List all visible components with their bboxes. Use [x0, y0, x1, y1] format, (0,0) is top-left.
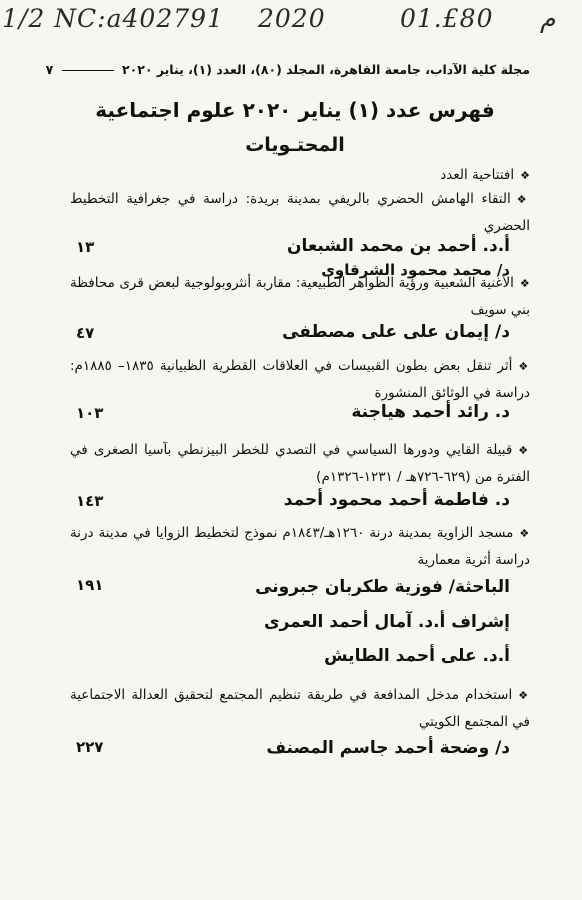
author-3: د. رائد أحمد هياجنة: [351, 402, 510, 422]
bullet-icon: ❖: [519, 527, 530, 540]
page-number-3: ١٠٣: [76, 404, 104, 422]
author-5b: إشراف أ.د. آمال أحمد العمرى: [264, 612, 510, 632]
bullet-icon: ❖: [519, 277, 530, 290]
handwritten-annotation: [0, 4, 582, 38]
toc-entry-title: الأغنية الشعبية ورؤية الظواهر الطبيعية: مقاربة أنثروبولوجية لبعض قرى محافظة بني سويف: [70, 275, 530, 318]
page-number-1: ١٣: [76, 238, 95, 256]
handwritten-reference: 1/2 NC:a402791: [2, 4, 224, 33]
header-journal: مجلة كلية الآداب، جامعة القاهرة، المجلد (٨٠)، العدد (١)، يناير ٢٠٢٠: [121, 62, 530, 77]
author-5c: أ.د. على أحمد الطايش: [324, 646, 510, 666]
author-2: د/ إيمان على على مصطفى: [282, 322, 510, 342]
toc-entry-5: [70, 520, 530, 573]
toc-entry-editorial: [70, 162, 530, 189]
bullet-icon: ❖: [518, 444, 530, 457]
running-header: [45, 62, 530, 84]
toc-entry-title: قبيلة القايي ودورها السياسي في التصدي للخطر البيزنطي بآسيا الصغرى في الفترة من (٦٢٩-٧٢٦هـ / ١٢٣١-١٣٢٦م): [70, 442, 530, 485]
toc-entry-4: [70, 437, 530, 490]
header-rule: [62, 70, 114, 71]
toc-entry-6: [70, 682, 530, 735]
author-5a: الباحثة/ فوزية طكربان جبرونى: [255, 577, 510, 597]
index-title: فهرس عدد (١) يناير ٢٠٢٠ علوم اجتماعية: [95, 98, 495, 122]
contents-heading: المحتـويات: [245, 134, 345, 156]
bullet-icon: ❖: [516, 193, 530, 206]
page-number-6: ٢٢٧: [76, 738, 104, 756]
toc-entry-title: استخدام مدخل المدافعة في طريقة تنظيم المجتمع لتحقيق العدالة الاجتماعية في المجتمع الكويتي: [70, 687, 530, 730]
bullet-icon: ❖: [520, 169, 530, 182]
toc-entry-title: مسجد الزاوية بمدينة درنة ١٢٦٠هـ/١٨٤٣م نموذج لتخطيط الزوايا في مدينة درنة دراسة أثرية معمارية: [70, 525, 530, 568]
author-4: د. فاطمة أحمد محمود أحمد: [283, 490, 510, 510]
author-6: د/ وضحة أحمد جاسم المصنف: [266, 738, 510, 758]
page-number-2: ٤٧: [76, 324, 95, 342]
author-1b: د/ محمد محمود الشرقاوى: [321, 261, 510, 279]
handwritten-letter: م: [540, 4, 556, 33]
toc-entry-1: [70, 186, 530, 239]
toc-entry-title: أثر تنقل بعض بطون القبيسات في العلاقات القطرية الظبيانية ١٨٣٥– ١٨٨٥م: دراسة في الوثائق المنشورة: [70, 358, 530, 401]
author-1a: أ.د. أحمد بن محمد الشبعان: [286, 236, 510, 256]
handwritten-year: 2020: [258, 4, 326, 33]
handwritten-code: 01.£80: [400, 4, 494, 33]
bullet-icon: ❖: [518, 360, 530, 373]
toc-entry-2: [70, 270, 530, 323]
bullet-icon: ❖: [518, 689, 530, 702]
toc-entry-title: التقاء الهامش الحضري بالريفي بمدينة بريدة: دراسة في جغرافية التخطيط الحضري: [70, 191, 530, 234]
page-number-5: ١٩١: [76, 576, 104, 594]
page-number-4: ١٤٣: [76, 492, 104, 510]
toc-entry-title: افتتاحية العدد: [440, 167, 515, 183]
header-page-number: ٧: [45, 62, 54, 77]
toc-entry-3: [70, 353, 530, 406]
